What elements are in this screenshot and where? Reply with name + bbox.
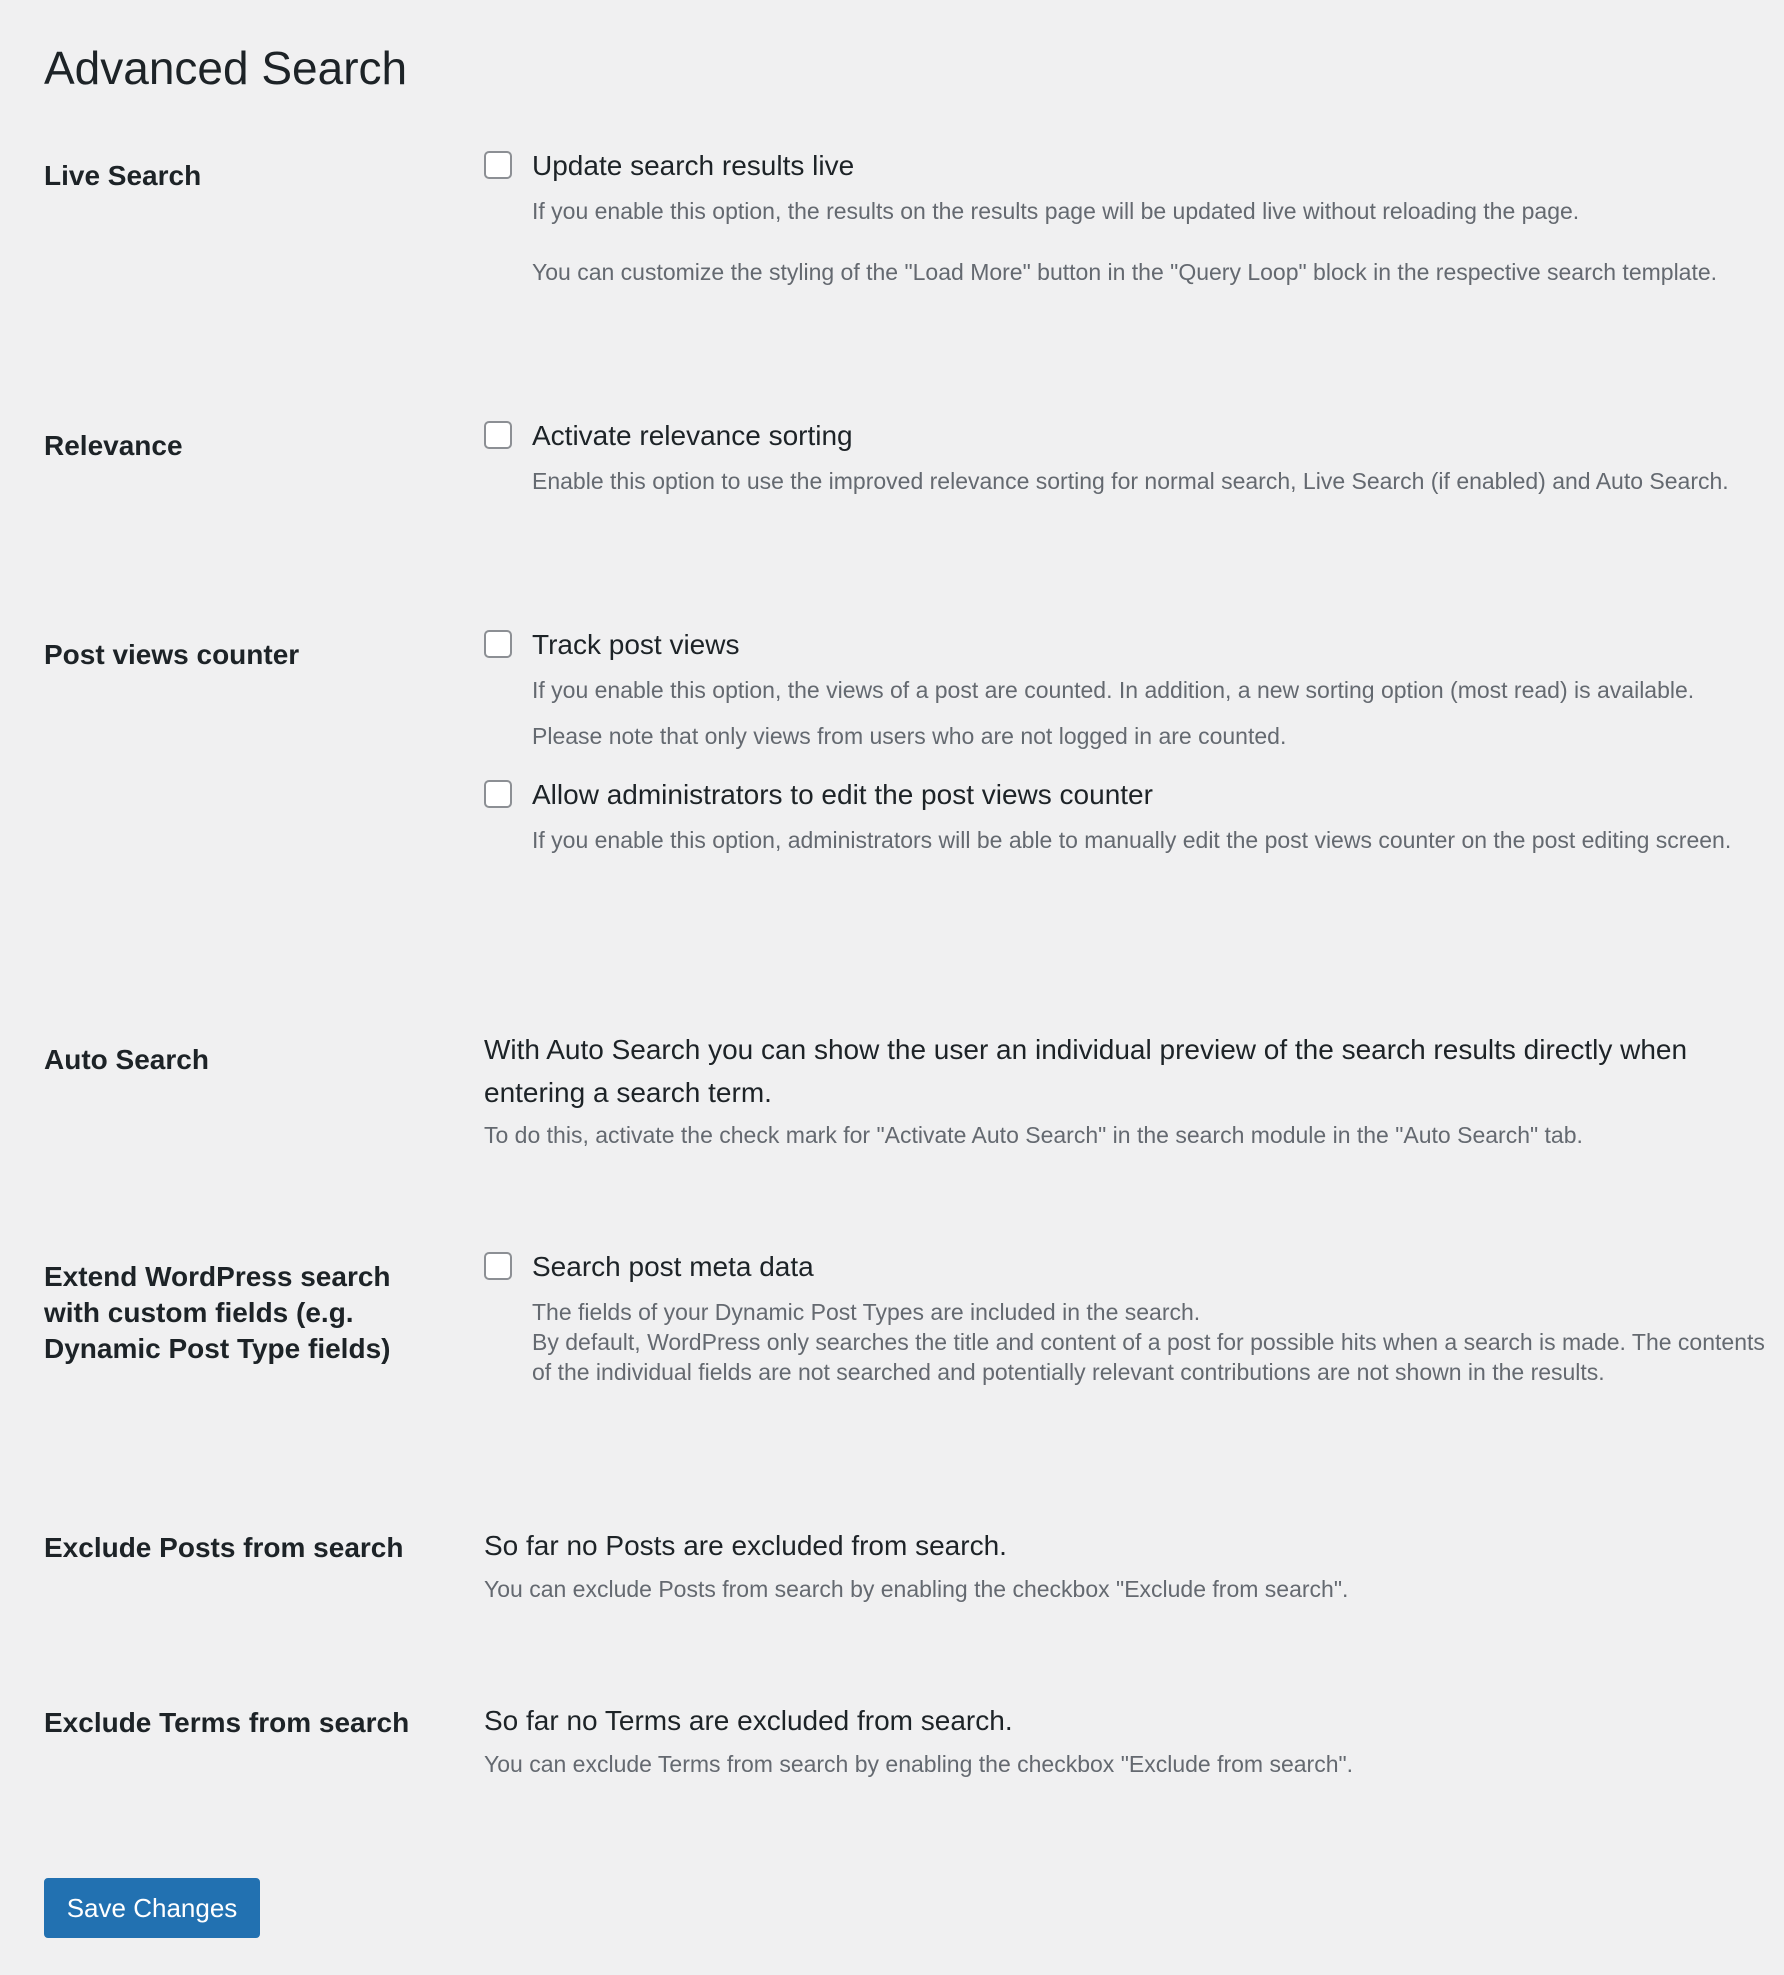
row-label-post-views-counter: Post views counter	[44, 639, 300, 670]
row-body-post-views-counter	[484, 627, 1784, 855]
checkbox-line-track-post-views[interactable]	[484, 627, 1784, 663]
checkbox-track-post-views[interactable]	[484, 630, 512, 658]
checkbox-label-search-post-meta-data[interactable]: Search post meta data	[532, 1251, 814, 1282]
row-label-auto-search: Auto Search	[44, 1044, 209, 1075]
row-label-exclude-terms: Exclude Terms from search	[44, 1707, 410, 1738]
checkbox-label-allow-admin-edit-post-views[interactable]: Allow administrators to edit the post views counter	[532, 779, 1153, 810]
description-exclude-terms: You can exclude Terms from search by enabling the checkbox "Exclude from search".	[484, 1751, 1354, 1777]
row-label-extend-search: Extend WordPress search with custom fields (e.g. Dynamic Post Type fields)	[44, 1261, 391, 1364]
page-title: Advanced Search	[44, 42, 408, 94]
row-body-extend-search	[484, 1249, 1784, 1387]
save-changes-button[interactable]: Save Changes	[44, 1878, 260, 1938]
description-live-search-1: If you enable this option, the results on the results page will be updated live without reloading the page.	[532, 198, 1580, 224]
description-auto-search: To do this, activate the check mark for "Activate Auto Search" in the search module in the "Auto Search" tab.	[484, 1122, 1583, 1148]
description-extend-search-1: The fields of your Dynamic Post Types are included in the search.	[532, 1299, 1201, 1325]
row-body-exclude-terms	[484, 1699, 1784, 1779]
row-label-relevance: Relevance	[44, 430, 183, 461]
row-body-exclude-posts	[484, 1524, 1784, 1604]
exclude-posts-text: So far no Posts are excluded from search.	[484, 1530, 1007, 1561]
checkbox-label-activate-relevance-sorting[interactable]: Activate relevance sorting	[532, 420, 853, 451]
row-body-live-search	[484, 148, 1784, 287]
auto-search-text: With Auto Search you can show the user an individual preview of the search results directly when entering a search term.	[484, 1034, 1688, 1108]
checkbox-line-allow-admin-edit[interactable]	[484, 777, 1784, 813]
checkbox-allow-admin-edit-post-views[interactable]	[484, 780, 512, 808]
description-exclude-posts: You can exclude Posts from search by enabling the checkbox "Exclude from search".	[484, 1576, 1349, 1602]
row-label-exclude-posts: Exclude Posts from search	[44, 1532, 404, 1563]
checkbox-line-relevance[interactable]	[484, 418, 1784, 454]
exclude-terms-text: So far no Terms are excluded from search.	[484, 1705, 1013, 1736]
description-extend-search-2: By default, WordPress only searches the title and content of a post for possible hits when a search is made. The contents of the individual fields are not searched and potentially relevant contributions are not shown in the results.	[532, 1329, 1765, 1385]
description-track-post-views-1: If you enable this option, the views of a post are counted. In addition, a new sorting option (most read) is available.	[532, 677, 1695, 703]
description-allow-admin-edit: If you enable this option, administrators will be able to manually edit the post views counter on the post editing screen.	[532, 827, 1732, 853]
row-label-live-search: Live Search	[44, 160, 202, 191]
description-relevance: Enable this option to use the improved relevance sorting for normal search, Live Search (if enabled) and Auto Search.	[532, 468, 1729, 494]
checkbox-label-track-post-views[interactable]: Track post views	[532, 629, 740, 660]
row-body-relevance	[484, 418, 1784, 496]
checkbox-search-post-meta-data[interactable]	[484, 1252, 512, 1280]
checkbox-line-search-post-meta[interactable]	[484, 1249, 1784, 1285]
checkbox-line-live-search[interactable]	[484, 148, 1784, 184]
checkbox-label-update-search-results-live[interactable]: Update search results live	[532, 150, 855, 181]
row-body-auto-search	[484, 1028, 1784, 1150]
checkbox-activate-relevance-sorting[interactable]	[484, 421, 512, 449]
description-track-post-views-2: Please note that only views from users who are not logged in are counted.	[532, 723, 1287, 749]
checkbox-update-search-results-live[interactable]	[484, 151, 512, 179]
description-live-search-2: You can customize the styling of the "Load More" button in the "Query Loop" block in the respective search template.	[532, 259, 1718, 285]
